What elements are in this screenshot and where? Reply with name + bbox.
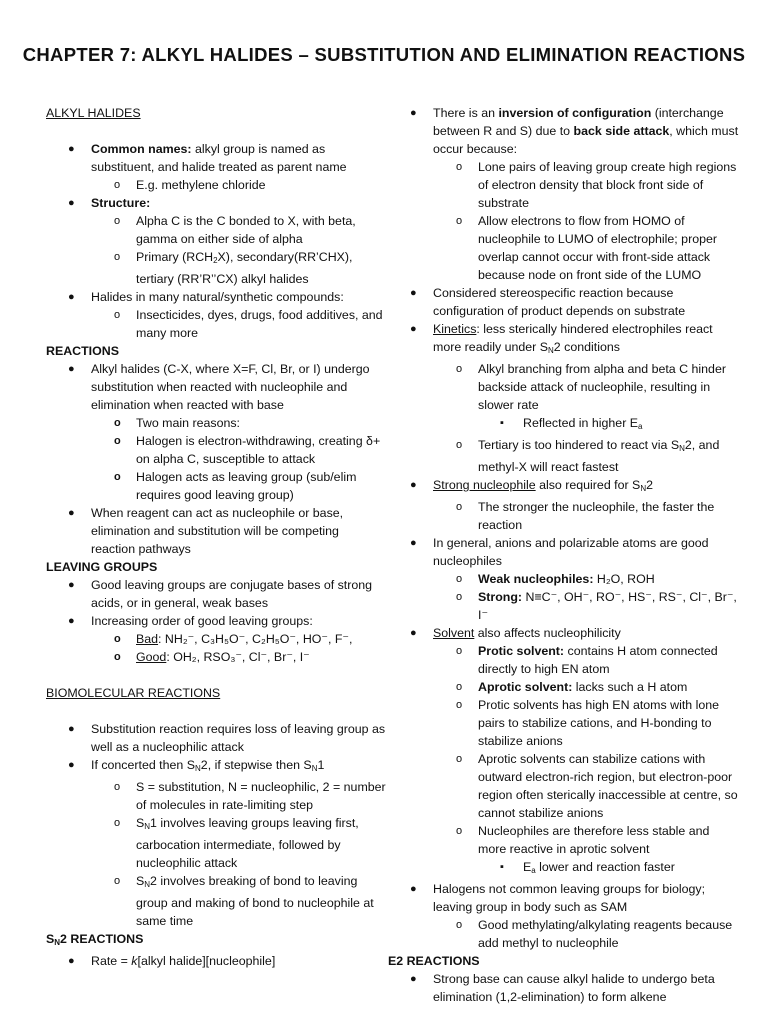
bullet-marker: ●	[68, 955, 75, 967]
item-text: : less sterically hindered electrophiles react more readily under S	[433, 322, 713, 354]
item-text: Nucleophiles are therefore less stable and more reactive in aprotic solvent	[478, 824, 710, 856]
item-text: Reflected in higher E	[523, 416, 639, 430]
heading-e2-reactions: E2 REACTIONS	[388, 954, 480, 968]
heading-leaving-groups: LEAVING GROUPS	[46, 560, 158, 574]
circle-marker: o	[456, 501, 463, 513]
circle-marker: o	[456, 753, 463, 765]
underlined-label: Kinetics	[433, 322, 477, 336]
bullet-marker: ●	[410, 287, 417, 299]
heading-biomolecular: BIOMOLECULAR REACTIONS	[46, 686, 221, 700]
list-item	[46, 778, 386, 814]
circle-marker: o	[114, 309, 121, 321]
bullet-marker: ●	[410, 479, 417, 491]
alkyl-halides-list	[46, 140, 386, 342]
list-item	[388, 624, 740, 642]
item-text: on alpha C, susceptible to attack	[136, 452, 316, 466]
item-text: Halides in many natural/synthetic compounds:	[91, 290, 344, 304]
list-item	[388, 678, 740, 696]
underlined-label: Good	[136, 650, 167, 664]
item-text: S	[136, 874, 145, 888]
circle-marker: o	[456, 645, 463, 657]
list-item	[46, 872, 386, 930]
list-item	[388, 534, 740, 570]
item-text: 2 conditions	[553, 340, 620, 354]
subscript: N	[54, 938, 61, 947]
list-item	[388, 360, 740, 414]
bold-label: Strong:	[478, 590, 523, 604]
page-title: CHAPTER 7: ALKYL HALIDES – SUBSTITUTION AND ELIMINATION REACTIONS	[22, 44, 746, 65]
item-text: 2, if stepwise then S	[200, 758, 312, 772]
subscript: N	[640, 484, 647, 493]
circle-marker: o	[456, 439, 463, 451]
list-item	[388, 212, 740, 284]
circle-marker: o	[114, 781, 121, 793]
item-text: Good leaving groups are conjugate bases of strong acids, or in general, weak bases	[91, 578, 373, 610]
bullet-marker: ●	[68, 759, 75, 771]
list-item	[46, 612, 386, 630]
circle-marker: o	[114, 471, 121, 483]
item-text: lower and reaction faster	[535, 860, 675, 874]
item-text: Considered stereospecific reaction because configuration of product depends on substrate	[433, 286, 686, 318]
list-item	[388, 822, 740, 858]
item-text: : NH₂⁻, C₃H₅O⁻, C₂H₅O⁻, HO⁻, F⁻,	[158, 632, 353, 646]
heading-text: S	[46, 932, 55, 946]
bold-text: back side attack	[573, 124, 670, 138]
circle-marker: o	[114, 435, 121, 447]
circle-marker: o	[456, 363, 463, 375]
circle-marker: o	[456, 699, 463, 711]
circle-marker: o	[114, 651, 121, 663]
circle-marker: o	[114, 417, 121, 429]
bullet-marker: ●	[410, 627, 417, 639]
bullet-marker: ●	[68, 507, 75, 519]
list-item	[46, 432, 386, 468]
list-item	[388, 284, 740, 320]
circle-marker: o	[114, 215, 121, 227]
item-text: lacks such a H atom	[572, 680, 688, 694]
item-text: also required for S	[535, 478, 641, 492]
item-text: Two main reasons:	[136, 416, 240, 430]
circle-marker: o	[114, 251, 121, 263]
subscript: N	[144, 880, 151, 889]
item-text: Alpha C is the C bonded to X, with beta, gamma on either side of alpha	[136, 214, 356, 246]
item-text: contains H atom connected directly to high EN atom	[478, 644, 718, 676]
item-text: Aprotic solvents can stabilize cations with outward electron-rich region, but electron-poor region often sterically inaccessible at centre, so cannot stabilize anions	[478, 752, 738, 820]
list-item	[46, 814, 386, 872]
list-item	[388, 750, 740, 822]
left-column	[46, 104, 386, 970]
circle-marker: o	[456, 591, 463, 603]
item-text: Rate =	[91, 954, 132, 968]
item-text: Alkyl branching from alpha and beta C hinder backside attack of nucleophile, resulting in slower rate	[478, 362, 726, 412]
item-text: X), secondary(RR’CHX), tertiary (RR’R’’CX) alkyl halides	[136, 250, 353, 286]
bullet-marker: ●	[68, 723, 75, 735]
item-text: [alkyl halide][nucleophile]	[137, 954, 276, 968]
item-text: H₂O, ROH	[593, 572, 655, 586]
circle-marker: o	[456, 681, 463, 693]
item-text: E.g. methylene chloride	[136, 178, 266, 192]
list-item	[388, 498, 740, 534]
item-text: Insecticides, dyes, drugs, food additives, and many more	[136, 308, 383, 340]
item-text: N≡C⁻, OH⁻, RO⁻, HS⁻, RS⁻, Cl⁻, Br⁻, I⁻	[478, 590, 737, 622]
square-marker: ▪	[500, 861, 504, 873]
square-marker: ▪	[500, 417, 504, 429]
list-item	[388, 436, 740, 476]
list-item	[388, 158, 740, 212]
circle-marker: o	[114, 875, 121, 887]
list-item	[46, 194, 386, 212]
item-text: If concerted then S	[91, 758, 196, 772]
item-text: Alkyl halides (C-X, where X=F, Cl, Br, or I) undergo substitution when reacted with nucleophile and elimination when reacted with base	[91, 362, 370, 412]
item-text: Halogen acts as leaving group (sub/elim requires good leaving group)	[136, 470, 357, 502]
item-text: Halogen is electron-withdrawing, creating	[136, 434, 367, 448]
underlined-label: Strong nucleophile	[433, 478, 536, 492]
circle-marker: o	[114, 179, 121, 191]
item-text: Tertiary is too hindered to react via S	[478, 438, 680, 452]
item-text: alkyl group is named as substituent, and halide treated as parent name	[91, 142, 347, 174]
underlined-label: Solvent	[433, 626, 475, 640]
item-text: 1 involves leaving groups leaving first, carbocation intermediate, followed by nucleophilic attack	[136, 816, 359, 870]
heading-reactions: REACTIONS	[46, 344, 119, 358]
circle-marker: o	[456, 161, 463, 173]
bullet-marker: ●	[68, 363, 75, 375]
item-text: In general, anions and polarizable atoms are good nucleophiles	[433, 536, 709, 568]
heading-sn2-reactions	[46, 930, 386, 952]
item-text: 1	[317, 758, 325, 772]
item-text: Primary (RCH	[136, 250, 214, 264]
circle-marker: o	[456, 825, 463, 837]
subscript: a	[531, 866, 536, 875]
list-item	[46, 176, 386, 194]
item-text: Increasing order of good leaving groups:	[91, 614, 313, 628]
item-text: : OH₂, RSO₃⁻, Cl⁻, Br⁻, I⁻	[166, 650, 310, 664]
biomolecular-list	[46, 720, 386, 930]
list-item	[46, 504, 386, 558]
bullet-marker: ●	[410, 883, 417, 895]
bullet-marker: ●	[410, 107, 417, 119]
subscript: a	[638, 422, 643, 431]
heading-text: 2 REACTIONS	[60, 932, 144, 946]
item-text: Strong base can cause alkyl halide to undergo beta elimination (1,2-elimination) to form alkene	[433, 972, 715, 1004]
bullet-marker: ●	[410, 323, 417, 335]
bold-label: Common names:	[91, 142, 192, 156]
bold-label: Structure:	[91, 196, 151, 210]
list-item	[388, 916, 740, 952]
spacer	[46, 666, 386, 684]
bullet-marker: ●	[68, 291, 75, 303]
bullet-marker: ●	[410, 973, 417, 985]
list-item	[388, 320, 740, 360]
item-text: also affects nucleophilicity	[474, 626, 621, 640]
item-text: Lone pairs of leaving group create high regions of electron density that block front side of substrate	[478, 160, 737, 210]
heading-alkyl-halides: ALKYL HALIDES	[46, 106, 141, 120]
item-text: Protic solvents has high EN atoms with lone pairs to stabilize cations, and H-bonding to stabilize anions	[478, 698, 720, 748]
item-text: S	[136, 816, 145, 830]
list-item	[388, 696, 740, 750]
bold-label: Protic solvent:	[478, 644, 565, 658]
list-item	[46, 140, 386, 176]
subscript: N	[679, 444, 685, 453]
reactions-list	[46, 360, 386, 558]
list-item	[46, 212, 386, 248]
e2-list	[388, 970, 740, 1006]
item-text: Allow electrons to flow from HOMO of nucleophile to LUMO of electrophile; proper overlap cannot occur with front-side attack because node on front side of the LUMO	[478, 214, 717, 282]
spacer	[46, 122, 386, 140]
list-item	[388, 880, 740, 916]
item-text: Substitution reaction requires loss of leaving group as well as a nucleophilic attack	[91, 722, 386, 754]
underlined-label: Bad	[136, 632, 159, 646]
item-text: When reagent can act as nucleophile or base, elimination and substitution will be competing reaction pathways	[91, 506, 344, 556]
bullet-marker: ●	[68, 579, 75, 591]
item-text: Good methylating/alkylating reagents because add methyl to nucleophile	[478, 918, 733, 950]
subscript: N	[548, 346, 554, 355]
circle-marker: o	[456, 215, 463, 227]
item-text: (interchange between R and S) due to	[433, 106, 724, 138]
list-item	[46, 468, 386, 504]
list-item	[388, 642, 740, 678]
subscript: N	[311, 764, 318, 773]
item-text: 2, and methyl-X will react fastest	[478, 438, 720, 474]
list-item	[388, 414, 740, 436]
bullet-marker: ●	[68, 143, 75, 155]
item-text: There is an	[433, 106, 499, 120]
list-item	[388, 970, 740, 1006]
list-item	[46, 630, 386, 648]
circle-marker: o	[114, 817, 121, 829]
italic-k: k	[131, 954, 138, 968]
list-item	[46, 756, 386, 778]
list-item	[388, 104, 740, 158]
sn2-list	[46, 952, 386, 970]
list-item	[46, 648, 386, 666]
list-item	[46, 288, 386, 306]
bullet-marker: ●	[68, 197, 75, 209]
list-item	[388, 570, 740, 588]
right-list	[388, 104, 740, 952]
leaving-groups-list	[46, 576, 386, 666]
circle-marker: o	[456, 573, 463, 585]
list-item	[46, 306, 386, 342]
circle-marker: o	[114, 633, 121, 645]
list-item	[46, 952, 386, 970]
item-text: 2	[646, 478, 654, 492]
list-item	[46, 360, 386, 414]
bullet-marker: ●	[68, 615, 75, 627]
subscript: N	[144, 822, 151, 831]
item-text: S = substitution, N = nucleophilic, 2 = number of molecules in rate-limiting step	[136, 780, 386, 812]
list-item	[46, 414, 386, 432]
bold-label: Weak nucleophiles:	[478, 572, 594, 586]
item-text: Halogens not common leaving groups for biology; leaving group in body such as SAM	[433, 882, 706, 914]
spacer	[46, 702, 386, 720]
circle-marker: o	[456, 919, 463, 931]
item-text: The stronger the nucleophile, the faster the reaction	[478, 500, 715, 532]
bold-label: Aprotic solvent:	[478, 680, 573, 694]
list-item	[388, 858, 740, 880]
bold-text: inversion of configuration	[498, 106, 652, 120]
right-column	[388, 104, 740, 1006]
list-item	[46, 720, 386, 756]
list-item	[46, 576, 386, 612]
list-item: o Primary $(RCH_2X)$, secondary(RR’CHX), tertiary (RR’R’’CX) alkyl halides	[114, 250, 353, 286]
list-item	[388, 588, 740, 624]
subscript: N	[195, 764, 201, 773]
bullet-marker: ●	[410, 537, 417, 549]
list-item	[388, 476, 740, 498]
item-text: , which must occur because:	[433, 124, 739, 156]
item-text: 2 involves breaking of bond to leaving group and making of bond to nucleophile at same time	[136, 874, 374, 928]
delta-symbol: δ+	[366, 434, 381, 448]
item-text: E	[523, 860, 532, 874]
